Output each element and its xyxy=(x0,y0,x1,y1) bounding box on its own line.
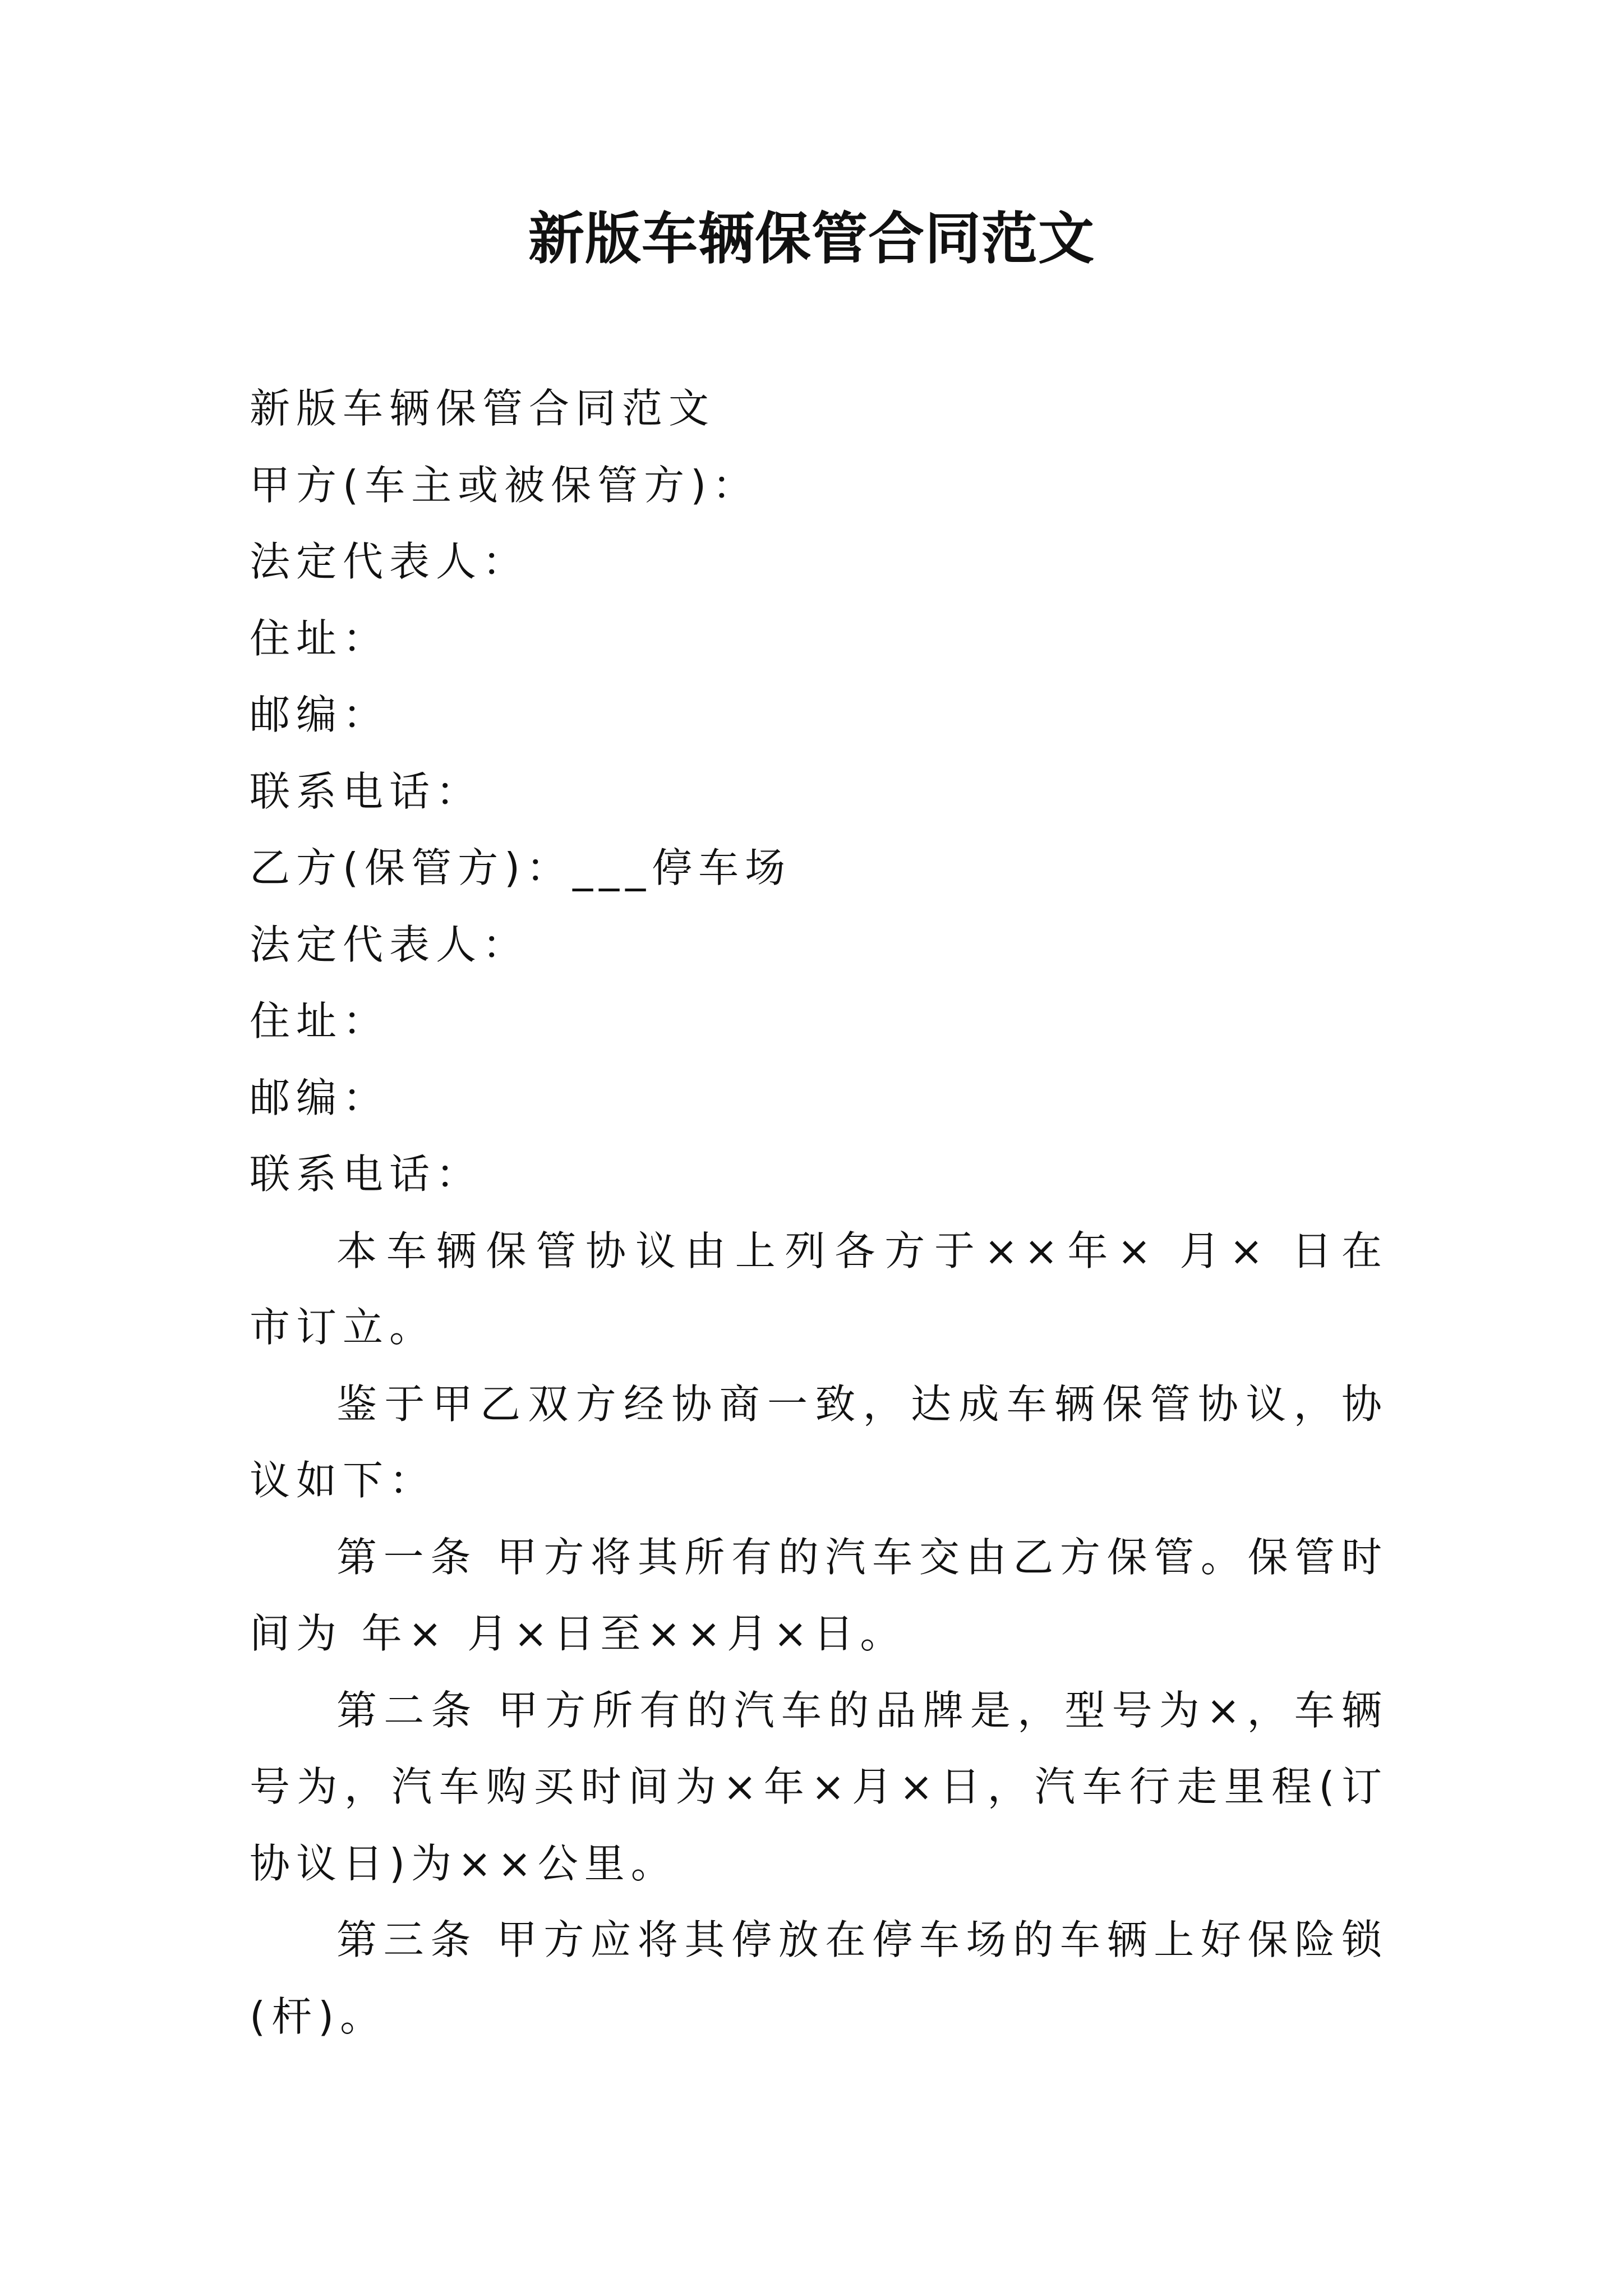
document-body xyxy=(250,370,1388,2055)
party-b-postcode-line: 邮编： xyxy=(250,1074,390,1121)
party-b-phone-line: 联系电话： xyxy=(250,1151,483,1198)
subtitle-line: 新版车辆保管合同范文 xyxy=(250,385,716,432)
document-title: 新版车辆保管合同范文 xyxy=(528,205,1095,272)
party-b-representative-line: 法定代表人： xyxy=(250,921,529,968)
party-a-line: 甲方(车主或被保管方)： xyxy=(250,461,759,509)
article-2-paragraph: 第二条 甲方所有的汽车的品牌是，型号为×，车辆号为，汽车购买时间为×年×月×日，汽车行走里程(订协议日)为××公里。 xyxy=(250,1686,1388,1887)
party-a-representative-line: 法定代表人： xyxy=(250,538,529,585)
article-1-paragraph: 第一条 甲方将其所有的汽车交由乙方保管。保管时间为 年× 月×日至××月×日。 xyxy=(250,1533,1388,1657)
party-a-postcode-line: 邮编： xyxy=(250,691,390,738)
party-a-phone-line: 联系电话： xyxy=(250,767,483,815)
party-b-line: 乙方(保管方)：___停车场 xyxy=(250,844,792,891)
article-3-paragraph: 第三条 甲方应将其停放在停车场的车辆上好保险锁(杆)。 xyxy=(250,1916,1388,2040)
agreement-intro-paragraph: 本车辆保管协议由上列各方于××年× 月× 日在 市订立。 xyxy=(250,1227,1388,1351)
agreement-basis-paragraph: 鉴于甲乙双方经协商一致，达成车辆保管协议，协议如下： xyxy=(250,1380,1388,1504)
party-a-address-line: 住址： xyxy=(250,614,390,662)
party-b-address-line: 住址： xyxy=(250,997,390,1045)
